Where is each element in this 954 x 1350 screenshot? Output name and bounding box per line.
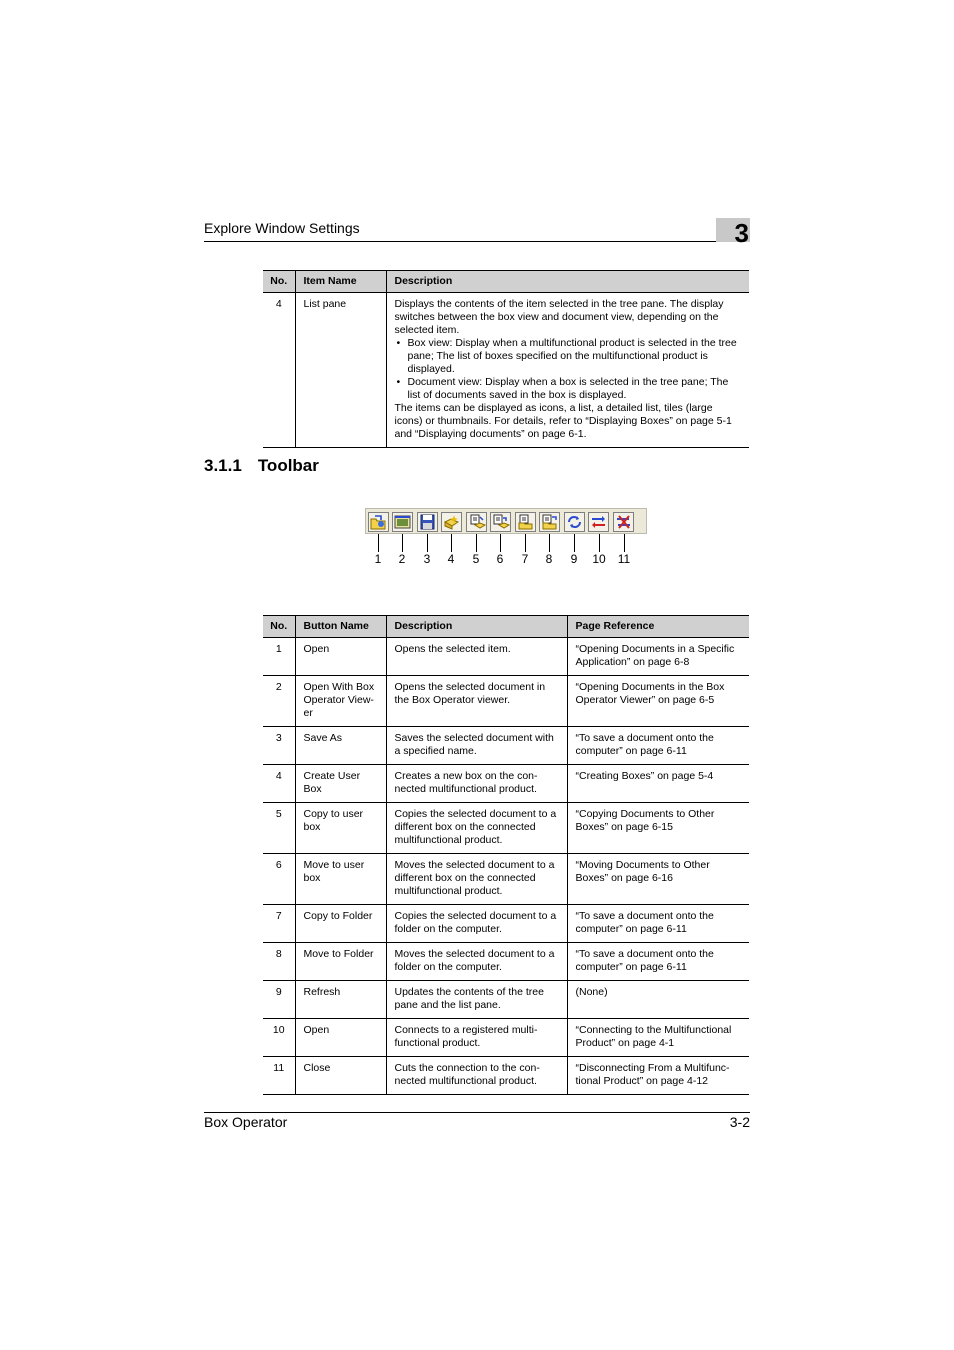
callout-line (476, 534, 477, 552)
cell-description: Opens the selected document in the Box Operator viewer. (386, 676, 567, 727)
header-rule (204, 241, 750, 242)
chapter-number-badge: 3 (716, 218, 750, 242)
cell-page-reference: (None) (567, 981, 749, 1019)
callout-line (549, 534, 550, 552)
callout-line (624, 534, 625, 552)
callout-number: 6 (496, 552, 504, 566)
cell-button-name: Open (295, 1019, 386, 1057)
table-row (263, 943, 749, 981)
table-row (263, 905, 749, 943)
move-to-box-icon[interactable] (490, 512, 511, 532)
cell-description: Connects to a registered multi-functional product. (386, 1019, 567, 1057)
cell-page-reference: “Connecting to the Multifunctional Product” on page 4-1 (567, 1019, 749, 1057)
callout-line (599, 534, 600, 552)
cell-page-reference: “To save a document onto the computer” on page 6-11 (567, 905, 749, 943)
table-row (263, 676, 749, 727)
cell-no: 11 (263, 1057, 295, 1095)
callout-line (378, 534, 379, 552)
cell-button-name: Move to Folder (295, 943, 386, 981)
toolbar-buttons-table (263, 615, 749, 1095)
callout-number: 5 (472, 552, 480, 566)
callout-number: 9 (570, 552, 578, 566)
cell-description: Updates the contents of the tree pane and the list pane. (386, 981, 567, 1019)
callout-line (525, 534, 526, 552)
bullet-document-view: • Document view: Display when a box is selected in the tree pane; The list of documents saved in the box is displayed. (395, 376, 742, 402)
cell-page-reference: “Creating Boxes” on page 5-4 (567, 765, 749, 803)
cell-page-reference: “Opening Documents in the Box Operator Viewer” on page 6-5 (567, 676, 749, 727)
toolbar-figure (365, 508, 647, 534)
table-row (263, 981, 749, 1019)
callout-number: 7 (521, 552, 529, 566)
cell-description: Creates a new box on the con-nected multifunctional product. (386, 765, 567, 803)
callout-line (402, 534, 403, 552)
cell-description: Cuts the connection to the con-nected multifunctional product. (386, 1057, 567, 1095)
cell-button-name: Open (295, 638, 386, 676)
cell-description: Opens the selected item. (386, 638, 567, 676)
footer-product-name: Box Operator (204, 1114, 288, 1130)
cell-button-name: Copy to user box (295, 803, 386, 854)
header-description: Description (386, 271, 749, 293)
box-viewer-icon[interactable] (392, 512, 413, 532)
cell-page-reference: “Moving Documents to Other Boxes” on page 6-16 (567, 854, 749, 905)
cell-button-name: Create User Box (295, 765, 386, 803)
callout-line (574, 534, 575, 552)
copy-to-box-icon[interactable] (466, 512, 487, 532)
header-item-name: Item Name (295, 271, 386, 293)
table-header-row (263, 271, 749, 293)
header-no: No. (263, 271, 295, 293)
callout-number: 8 (545, 552, 553, 566)
cell-page-reference: “To save a document onto the computer” on page 6-11 (567, 727, 749, 765)
table-row (263, 638, 749, 676)
table-row (263, 1057, 749, 1095)
table-row (263, 854, 749, 905)
section-title: Toolbar (257, 456, 319, 475)
header-page-reference: Page Reference (567, 616, 749, 638)
table-header-row (263, 616, 749, 638)
running-header-title: Explore Window Settings (204, 220, 360, 236)
header-no: No. (263, 616, 295, 638)
description-outro: The items can be displayed as icons, a list, a detailed list, tiles (large icons) or thumbnails. For details, refer to “Displaying Boxes” on page 5-1 and “Displaying documents” on page 6-1. (394, 402, 732, 440)
open-folder-icon[interactable] (368, 512, 389, 532)
cell-no: 8 (263, 943, 295, 981)
table-row (263, 765, 749, 803)
cell-button-name: Refresh (295, 981, 386, 1019)
toolbar-callouts (365, 534, 647, 574)
table-row (263, 293, 749, 448)
table-row (263, 803, 749, 854)
header-button-name: Button Name (295, 616, 386, 638)
cell-page-reference: “Copying Documents to Other Boxes” on page 6-15 (567, 803, 749, 854)
cell-description: Copies the selected document to a different box on the connected multifunctional product. (386, 803, 567, 854)
cell-page-reference: “To save a document onto the computer” on page 6-11 (567, 943, 749, 981)
new-box-icon[interactable] (441, 512, 462, 532)
cell-no: 9 (263, 981, 295, 1019)
cell-description: Saves the selected document with a specified name. (386, 727, 567, 765)
section-heading (204, 456, 319, 476)
cell-no: 1 (263, 638, 295, 676)
callout-number: 2 (398, 552, 406, 566)
description-bullets (395, 337, 742, 402)
cell-item-name: List pane (295, 293, 386, 448)
move-to-folder-icon[interactable] (539, 512, 560, 532)
cell-description: Moves the selected document to a folder on the computer. (386, 943, 567, 981)
callout-number: 3 (423, 552, 431, 566)
bullet-box-view: • Box view: Display when a multifunctional product is selected in the tree pane; The list of boxes specified on the multifunctional product is displayed. (395, 337, 742, 376)
cell-no: 4 (263, 765, 295, 803)
description-intro: Displays the contents of the item selected in the tree pane. The display switches between the box view and document view, depending on the selected item. (394, 298, 724, 336)
cell-button-name: Open With Box Operator View-er (295, 676, 386, 727)
table-row (263, 1019, 749, 1057)
callout-line (451, 534, 452, 552)
cell-page-reference: “Opening Documents in a Specific Application” on page 6-8 (567, 638, 749, 676)
footer-page-number: 3-2 (729, 1114, 750, 1130)
cell-no: 6 (263, 854, 295, 905)
item-description-table (263, 270, 749, 448)
refresh-icon[interactable] (564, 512, 585, 532)
cell-button-name: Save As (295, 727, 386, 765)
cell-page-reference: “Disconnecting From a Multifunc-tional Product” on page 4-12 (567, 1057, 749, 1095)
callout-number: 11 (617, 552, 631, 566)
cell-no: 10 (263, 1019, 295, 1057)
save-disk-icon[interactable] (417, 512, 438, 532)
cell-no: 2 (263, 676, 295, 727)
section-number: 3.1.1 (204, 456, 242, 475)
cell-no: 4 (263, 293, 295, 448)
disconnect-icon[interactable] (613, 512, 634, 532)
callout-number: 10 (592, 552, 606, 566)
cell-button-name: Move to user box (295, 854, 386, 905)
cell-button-name: Copy to Folder (295, 905, 386, 943)
cell-no: 5 (263, 803, 295, 854)
cell-description: Copies the selected document to a folder on the computer. (386, 905, 567, 943)
header-description: Description (386, 616, 567, 638)
cell-description (386, 293, 749, 448)
callout-number: 4 (447, 552, 455, 566)
callout-number: 1 (374, 552, 382, 566)
footer-rule (204, 1112, 750, 1113)
connect-arrows-icon[interactable] (588, 512, 609, 532)
callout-line (427, 534, 428, 552)
copy-to-folder-icon[interactable] (515, 512, 536, 532)
cell-no: 3 (263, 727, 295, 765)
cell-description: Moves the selected document to a different box on the connected multifunctional product. (386, 854, 567, 905)
callout-line (500, 534, 501, 552)
cell-button-name: Close (295, 1057, 386, 1095)
cell-no: 7 (263, 905, 295, 943)
table-row (263, 727, 749, 765)
